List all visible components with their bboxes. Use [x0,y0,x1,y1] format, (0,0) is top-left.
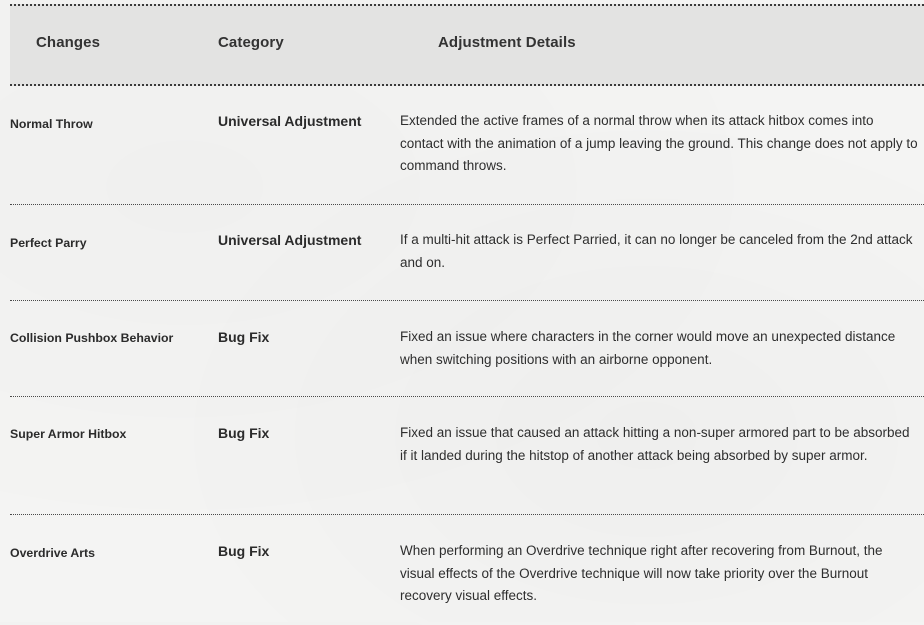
change-name: Normal Throw [10,117,93,131]
change-name: Perfect Parry [10,236,87,250]
header-category: Category [218,34,284,51]
change-category: Universal Adjustment [218,232,362,248]
table-row [10,301,924,397]
change-name: Overdrive Arts [10,546,95,560]
change-category: Universal Adjustment [218,113,362,129]
change-category: Bug Fix [218,425,270,441]
change-name: Super Armor Hitbox [10,427,127,441]
change-details: Extended the active frames of a normal throw when its attack hitbox comes into contact with the animation of a jump leaving the ground. This change does not apply to command throws. [400,113,918,173]
table-row [10,205,924,301]
header-adjustment-details: Adjustment Details [438,34,576,51]
table-header [10,4,924,86]
change-name: Collision Pushbox Behavior [10,331,174,345]
header-changes: Changes [36,34,101,51]
change-category: Bug Fix [218,329,270,345]
change-details: Fixed an issue that caused an attack hitting a non-super armored part to be absorbed if it landed during the hitstop of another attack being absorbed by super armor. [400,425,910,463]
table-row [10,515,924,625]
change-details: If a multi-hit attack is Perfect Parried, it can no longer be canceled from the 2nd attack and on. [400,232,913,270]
table-row [10,86,924,205]
change-details: Fixed an issue where characters in the corner would move an unexpected distance when switching positions with an airborne opponent. [400,329,896,367]
change-details: When performing an Overdrive technique right after recovering from Burnout, the visual effects of the Overdrive technique will now take priority over the Burnout recovery visual effects. [400,543,883,603]
table-row [10,397,924,515]
change-category: Bug Fix [218,543,270,559]
patch-notes-table [10,4,924,625]
